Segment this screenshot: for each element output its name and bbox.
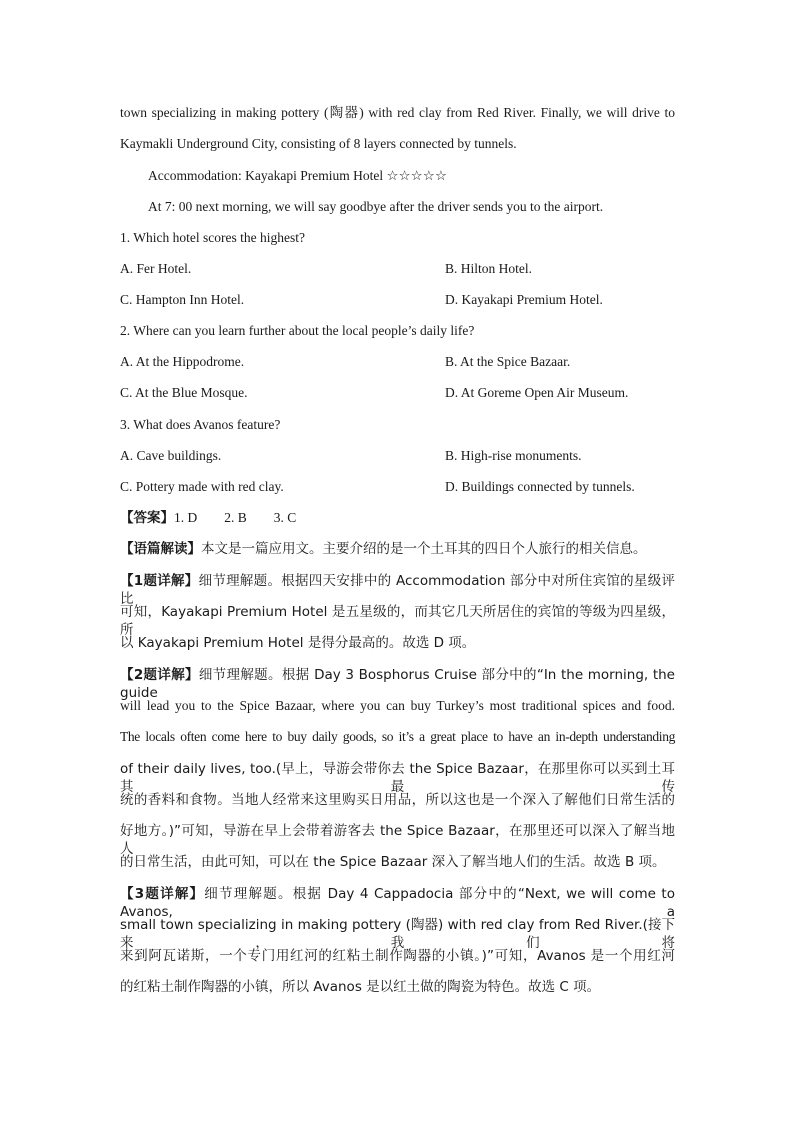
question-1-option-d: D. Kayakapi Premium Hotel. <box>445 292 603 307</box>
q3-detail-line-2: small town specializing in making pottery (陶器) with red clay from Red River.(接下来，我们将 <box>120 917 675 951</box>
summary-line <box>120 540 675 558</box>
q3-detail-tag: 【3题详解】 <box>120 886 205 902</box>
question-1-option-b: B. Hilton Hotel. <box>445 261 532 276</box>
q2-detail-line-2: will lead you to the Spice Bazaar, where you can buy Turkey’s most traditional spices and food. <box>120 698 675 713</box>
passage-line-1: town specializing in making pottery (陶器) with red clay from Red River. Finally, we will drive to <box>120 105 675 120</box>
q2-detail-line-7: 的日常生活，由此可知，可以在 the Spice Bazaar 深入了解当地人们的生活。故选 B 项。 <box>120 854 666 870</box>
question-3-option-a: A. Cave buildings. <box>120 448 222 463</box>
question-2-option-a: A. At the Hippodrome. <box>120 354 245 369</box>
answer-tag: 【答案】 <box>120 510 174 526</box>
answer-line <box>120 509 675 527</box>
answer-text: 1. D 2. B 3. C <box>174 510 297 525</box>
departure-line: At 7: 00 next morning, we will say goodbye after the driver sends you to the airport. <box>148 199 604 214</box>
question-1-option-c: C. Hampton Inn Hotel. <box>120 292 245 307</box>
q2-detail-line-3: The locals often come here to buy daily goods, so it’s a great place to have an in-depth understanding <box>120 729 675 744</box>
q2-detail-text-1: 细节理解题。根据 Day 3 Bosphorus Cruise 部分中的“In the morning, the guide <box>120 667 675 701</box>
question-3-stem: 3. What does Avanos feature? <box>120 417 281 432</box>
question-2-option-d: D. At Goreme Open Air Museum. <box>445 385 629 400</box>
q2-detail-line-5: 统的香料和食物。当地人经常来这里购买日用品，所以这也是一个深入了解他们日常生活的 <box>120 792 675 808</box>
q3-detail-line-4: 的红粘土制作陶器的小镇，所以 Avanos 是以红土做的陶瓷为特色。故选 C 项。 <box>120 979 601 995</box>
passage-line-2: Kaymakli Underground City, consisting of 8 layers connected by tunnels. <box>120 136 517 151</box>
question-1-stem: 1. Which hotel scores the highest? <box>120 230 305 245</box>
q1-detail-tag: 【1题详解】 <box>120 573 199 589</box>
q3-detail-line-3: 来到阿瓦诺斯，一个专门用红河的红粘土制作陶器的小镇。)”可知，Avanos 是一个用红河 <box>120 948 675 964</box>
question-2-option-c: C. At the Blue Mosque. <box>120 385 248 400</box>
question-2-option-b: B. At the Spice Bazaar. <box>445 354 571 369</box>
q1-detail-text-1: 细节理解题。根据四天安排中的 Accommodation 部分中对所住宾馆的星级评比 <box>120 573 675 607</box>
summary-tag: 【语篇解读】 <box>120 541 201 557</box>
q2-detail-line-6: 好地方。)”可知，导游在早上会带着游客去 the Spice Bazaar，在那里还可以深入了解当地人 <box>120 823 675 857</box>
question-3-option-b: B. High-rise monuments. <box>445 448 582 463</box>
question-1-option-a: A. Fer Hotel. <box>120 261 192 276</box>
summary-text: 本文是一篇应用文。主要介绍的是一个土耳其的四日个人旅行的相关信息。 <box>201 541 647 557</box>
question-3-option-d: D. Buildings connected by tunnels. <box>445 479 635 494</box>
q3-detail-text-1: 细节理解题。根据 Day 4 Cappadocia 部分中的“Next, we will come to Avanos, a <box>120 886 675 920</box>
q2-detail-tag: 【2题详解】 <box>120 667 199 683</box>
question-2-stem: 2. Where can you learn further about the local people’s daily life? <box>120 323 475 338</box>
accommodation-line: Accommodation: Kayakapi Premium Hotel ☆☆☆☆☆ <box>148 168 447 183</box>
q1-detail-line-2: 可知，Kayakapi Premium Hotel 是五星级的，而其它几天所居住的宾馆的等级为四星级，所 <box>120 604 675 638</box>
q2-detail-line-4: of their daily lives, too.(早上，导游会带你去 the Spice Bazaar，在那里你可以买到土耳其最传 <box>120 761 675 795</box>
question-3-option-c: C. Pottery made with red clay. <box>120 479 284 494</box>
q1-detail-line-3: 以 Kayakapi Premium Hotel 是得分最高的。故选 D 项。 <box>120 635 476 651</box>
